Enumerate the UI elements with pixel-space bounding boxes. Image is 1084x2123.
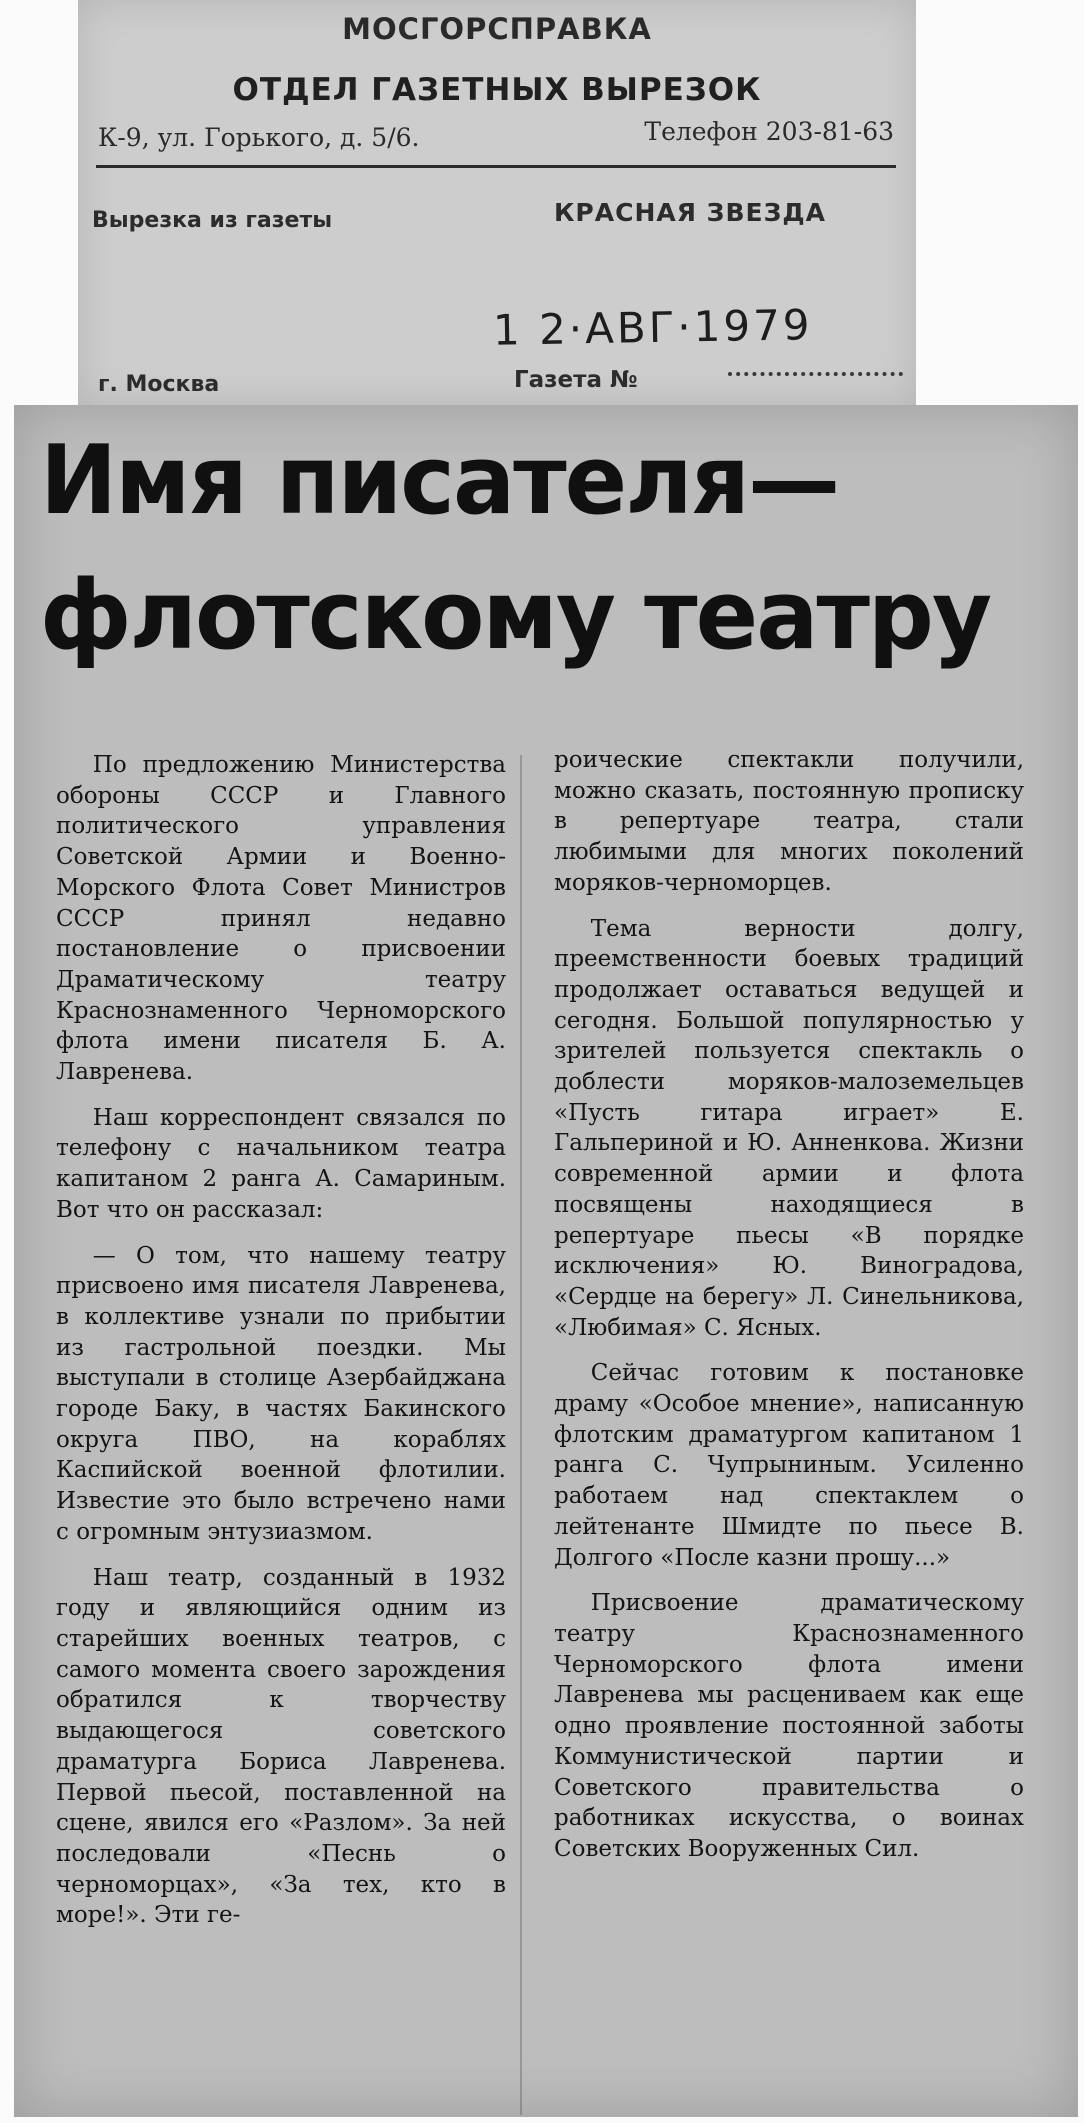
agency-phone: Телефон 203-81-63: [644, 117, 894, 146]
paragraph: По предложению Министерства обороны СССР и Главного политического управления Советской Армии и Военно-Морского Флота Совет Министров СССР принял недавно постановление о присвоении Драматическому театру Краснознаменного Черноморского флота имени писателя Б. А. Лавренева.: [56, 752, 506, 1086]
paragraph: Наш корреспондент связался по телефону с начальником театра капитаном 2 ранга А. Самариным. Вот что он рассказал:: [56, 1104, 506, 1223]
headline-line-1: Имя писателя—: [40, 426, 839, 536]
paragraph: Присвоение драматическому театру Краснознаменного Черноморского флота имени Лавренева мы расцениваем как еще одно проявление постоянной заботы Коммунистической партии и Советского правительства о работниках искусства, о воинах Советских Вооруженных Сил.: [554, 1590, 1024, 1862]
column-divider: [520, 755, 522, 2115]
article-column-right: [554, 745, 1024, 1880]
agency-address: К-9, ул. Горького, д. 5/6.: [98, 123, 420, 152]
paragraph: Наш театр, созданный в 1932 году и являющийся одним из старейших военных театров, с самого момента своего зарождения обратился к творчеству выдающегося советского драматурга Бориса Лавренева. Первой пьесой, поставленной на сцене, явился его «Разлом». За ней последовали «Песнь о черноморцах», «За тех, кто в море!». Эти ге-: [56, 1564, 506, 1929]
article-column-left: [56, 750, 506, 1946]
newspaper-name: КРАСНАЯ ЗВЕЗДА: [554, 198, 826, 227]
city-label: г. Москва: [98, 372, 220, 397]
paragraph: — О том, что нашему театру присвоено имя писателя Лавренева, в коллективе узнали по прибытии из гастрольной поездки. Мы выступали в столице Азербайджана городе Баку, в частях Бакинского округа ПВО, на кораблях Каспийской военной флотилии. Известие это было встречено нами с огромным энтузиазмом.: [56, 1242, 506, 1545]
issue-number-label: Газета №: [514, 367, 638, 393]
header-divider: [96, 165, 896, 168]
department-name: ОТДЕЛ ГАЗЕТНЫХ ВЫРЕЗОК: [232, 72, 762, 108]
newspaper-clipping: [14, 405, 1078, 2117]
paragraph: роические спектакли получили, можно сказать, постоянную прописку в репертуаре театра, стали любимыми для многих поколений моряков-черноморцев.: [554, 747, 1024, 896]
headline-line-2: флотскому театру: [40, 561, 991, 671]
clipping-service-card: [78, 0, 916, 405]
issue-number-blank: [728, 372, 903, 376]
paragraph: Сейчас готовим к постановке драму «Особое мнение», написанную флотским драматургом капитаном 1 ранга С. Чупрыниным. Усиленно работаем над спектаклем о лейтенанте Шмидте по пьесе В. Долгого «После казни прошу...»: [554, 1360, 1024, 1571]
clip-source-label: Вырезка из газеты: [92, 208, 333, 233]
article-headline: [40, 414, 990, 684]
date-stamp: 1 2·АВГ·1979: [492, 300, 813, 355]
paragraph: Тема верности долгу, преемственности боевых традиций продолжает оставаться ведущей и сегодня. Большой популярностью у зрителей пользуется спектакль о доблести моряков-малоземельцев «Пусть гитара играет» Е. Гальпериной и Ю. Анненкова. Жизни современной армии и флота посвящены находящиеся в репертуаре пьесы «В порядке исключения» Ю. Виноградова, «Сердце на берегу» Л. Синельникова, «Любимая» С. Ясных.: [554, 915, 1024, 1341]
agency-name: МОСГОРСПРАВКА: [342, 12, 652, 46]
